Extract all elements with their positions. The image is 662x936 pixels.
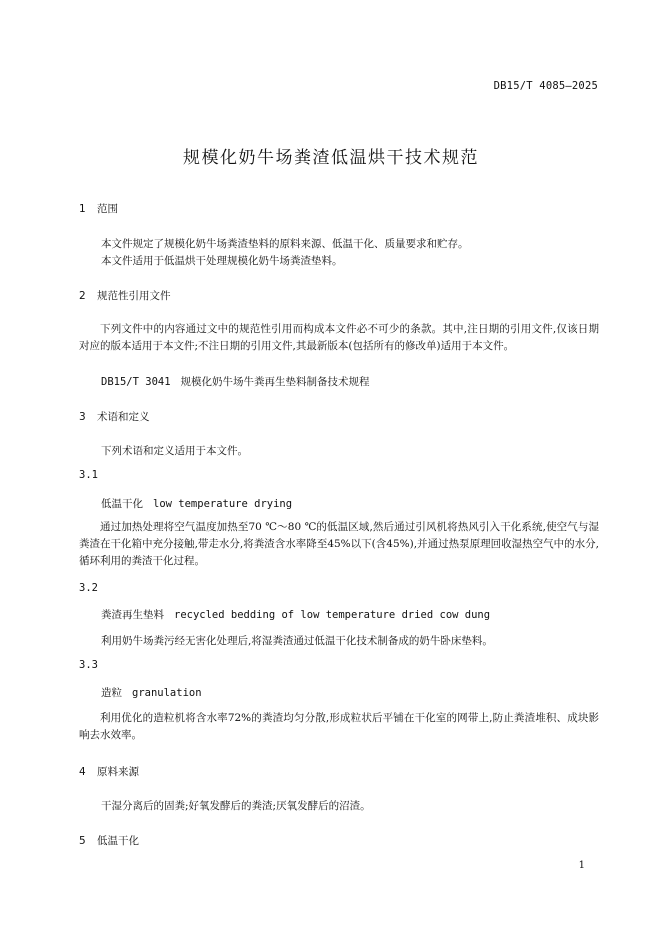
term-en: granulation [132, 687, 202, 699]
term-3-1-definition: 通过加热处理将空气温度加热至70 ℃～80 ℃的低温区域,然后通过引风机将热风引入干化系统,使空气与湿粪渣在干化箱中充分接触,带走水分,将粪渣含水率降至45%以下(含45%),并通过热泵原理回收湿热空气中的水分,循环利用的粪渣干化过程。 [79, 521, 599, 567]
section-3-heading [79, 409, 150, 424]
clause-3-1-number: 3.1 [79, 469, 98, 481]
section-4-heading [79, 764, 139, 779]
term-en: recycled bedding of low temperature dried cow dung [174, 609, 491, 621]
section-number: 5 [79, 835, 86, 847]
section-number: 2 [79, 290, 86, 302]
term-zh: 粪渣再生垫料 [101, 609, 164, 621]
section-3-intro: 下列术语和定义适用于本文件。 [101, 445, 248, 457]
section-1-paragraph-1: 本文件规定了规模化奶牛场粪渣垫料的原料来源、低温干化、质量要求和贮存。 [101, 238, 469, 250]
section-title: 原料来源 [97, 766, 139, 778]
document-code: DB15/T 4085—2025 [493, 80, 598, 92]
clause-3-3-number: 3.3 [79, 659, 98, 671]
section-number: 1 [79, 203, 86, 215]
clause-3-2-number: 3.2 [79, 582, 98, 594]
section-5-heading [79, 833, 139, 848]
term-en: low temperature drying [153, 498, 293, 510]
section-1-paragraph-2: 本文件适用于低温烘干处理规模化奶牛场粪渣垫料。 [101, 255, 343, 267]
page-number: 1 [578, 860, 585, 871]
section-2-heading [79, 288, 171, 303]
normative-reference [101, 374, 370, 389]
section-number: 3 [79, 411, 86, 423]
term-3-2-definition: 利用奶牛场粪污经无害化处理后,将湿粪渣通过低温干化技术制备成的奶牛卧床垫料。 [101, 635, 493, 647]
section-number: 4 [79, 766, 86, 778]
section-title: 规范性引用文件 [97, 290, 171, 302]
section-1-heading [79, 201, 118, 216]
section-title: 术语和定义 [97, 411, 150, 423]
term-zh: 造粒 [101, 687, 122, 699]
reference-title: 规模化奶牛场牛粪再生垫料制备技术规程 [180, 376, 370, 388]
section-title: 范围 [97, 203, 118, 215]
term-3-3 [101, 685, 202, 700]
term-3-3-definition: 利用优化的造粒机将含水率72%的粪渣均匀分散,形成粒状后平铺在干化室的网带上,防止粪渣堆积、成块影响去水效率。 [79, 712, 599, 741]
section-2-paragraph: 下列文件中的内容通过文中的规范性引用而构成本文件必不可少的条款。其中,注日期的引用文件,仅该日期对应的版本适用于本文件;不注日期的引用文件,其最新版本(包括所有的修改单)适用于本文件。 [79, 323, 599, 352]
term-3-2 [101, 607, 490, 622]
section-title: 低温干化 [97, 835, 139, 847]
reference-code: DB15/T 3041 [101, 376, 171, 388]
section-4-paragraph: 干湿分离后的固粪;好氧发酵后的粪渣;厌氧发酵后的沼渣。 [101, 800, 371, 812]
term-zh: 低温干化 [101, 498, 143, 510]
term-3-1 [101, 496, 292, 511]
document-title: 规模化奶牛场粪渣低温烘干技术规范 [183, 148, 479, 168]
